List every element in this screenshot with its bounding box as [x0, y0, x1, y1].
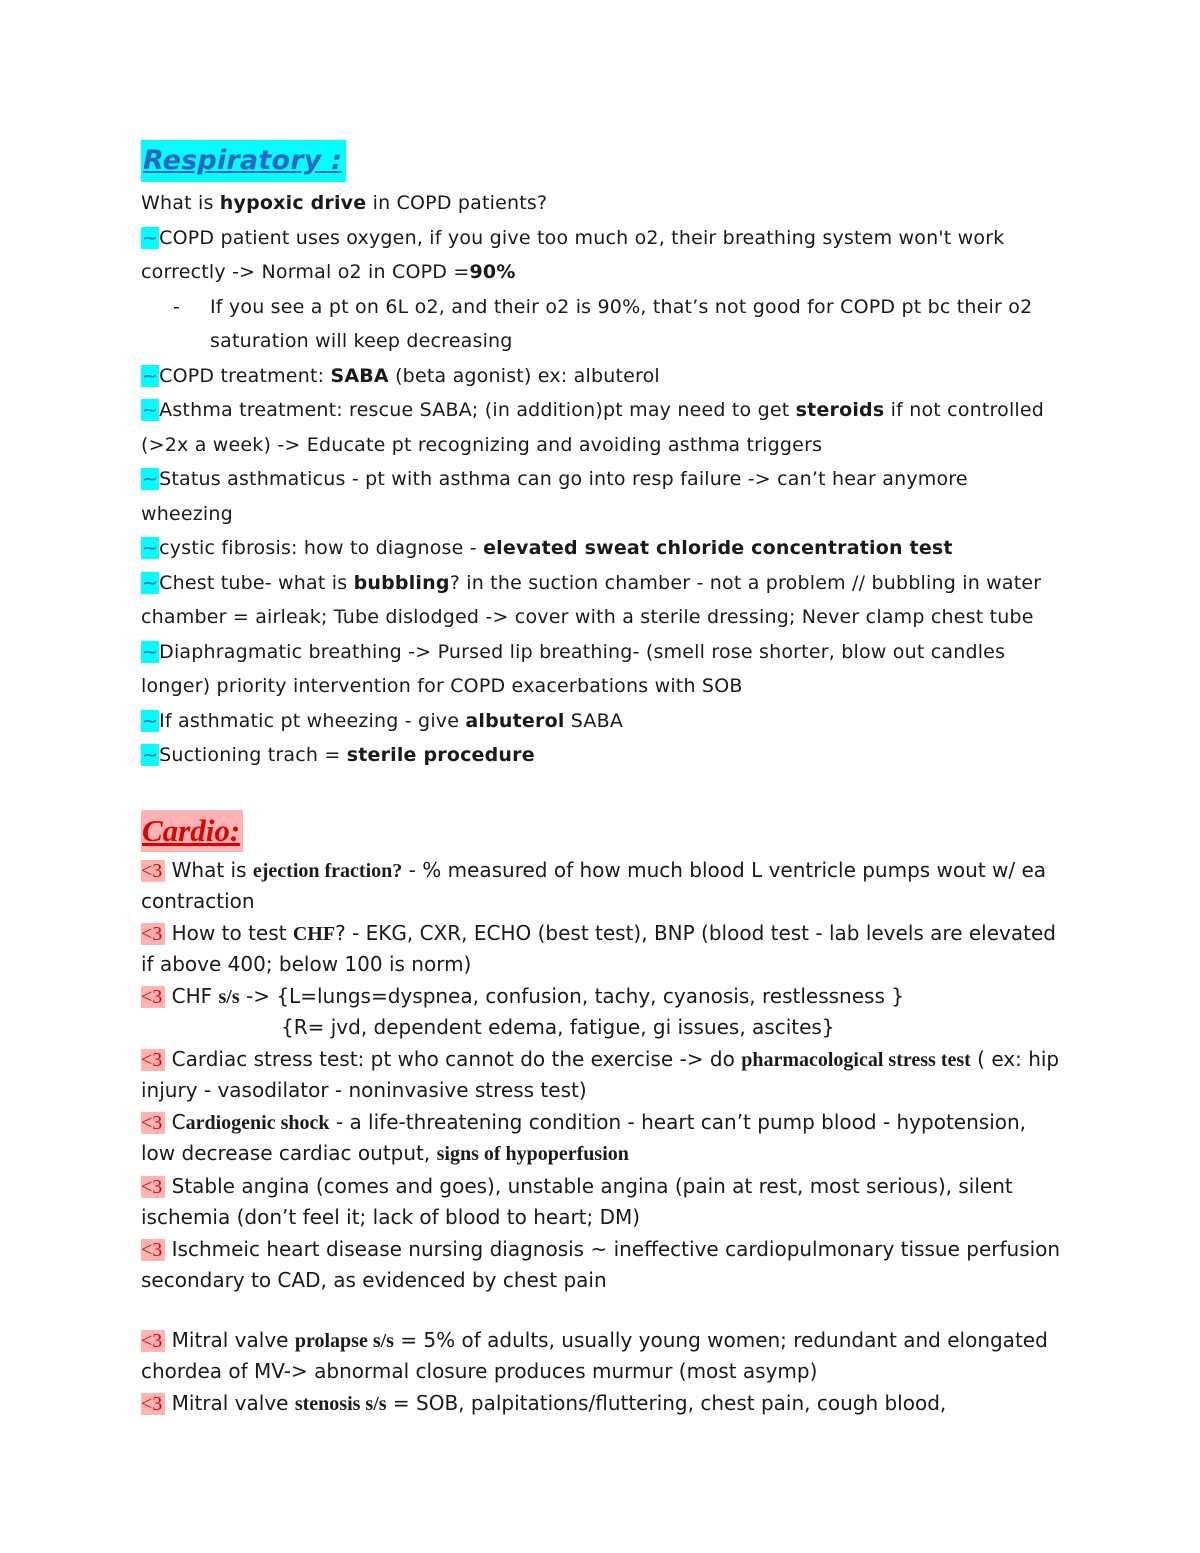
copd-saturation-subnote: - If you see a pt on 6L o2, and their o2 is 90%, that’s not good for COPD pt bc their o2 saturation will keep decreasing — [141, 290, 1061, 359]
heart-bullet: <3 — [141, 1330, 165, 1352]
mitral-valve-prolapse-note: <3 Mitral valve prolapse s/s = 5% of adults, usually young women; redundant and elongated chordea of MV-> abnormal closure produces murmur (most asymp) — [141, 1328, 1048, 1383]
copd-treatment-note: ~COPD treatment: SABA (beta agonist) ex: albuterol — [142, 364, 660, 387]
hypoxic-drive-question: What is hypoxic drive in COPD patients? — [141, 192, 548, 214]
tilde-bullet: ~ — [142, 640, 159, 663]
heart-bullet: <3 — [141, 1176, 165, 1198]
mitral-valve-stenosis-note: <3 Mitral valve stenosis s/s = SOB, palpitations/fluttering, chest pain, cough blood, — [141, 1391, 947, 1415]
cystic-fibrosis-note: ~cystic fibrosis: how to diagnose - elevated sweat chloride concentration test — [142, 537, 953, 559]
tilde-bullet: ~ — [142, 226, 159, 249]
heart-bullet: <3 — [141, 923, 165, 945]
status-asthmaticus-note: ~Status asthmaticus - pt with asthma can go into resp failure -> can’t hear anymore wheezing — [141, 468, 968, 525]
chf-test-note: <3 How to test CHF? - EKG, CXR, ECHO (best test), BNP (blood test - lab levels are elevated if above 400; below 100 is norm) — [141, 921, 1056, 976]
heart-bullet: <3 — [141, 1239, 165, 1261]
tilde-bullet: ~ — [142, 744, 159, 766]
chest-tube-note: ~Chest tube- what is bubbling? in the suction chamber - not a problem // bubbling in water chamber = airleak; Tube dislodged -> cover with a sterile dressing; Never clamp chest tube — [141, 571, 1042, 628]
heart-bullet: <3 — [141, 1049, 165, 1071]
ischemic-heart-disease-note: <3 Ischmeic heart disease nursing diagnosis ~ ineffective cardiopulmonary tissue perfusion secondary to CAD, as evidenced by chest pain — [141, 1237, 1061, 1292]
respiratory-heading: Respiratory : — [141, 140, 346, 182]
tilde-bullet: ~ — [142, 537, 159, 559]
dash-bullet: - — [173, 295, 181, 318]
copd-oxygen-note: ~COPD patient uses oxygen, if you give too much o2, their breathing system won't work correctly -> Normal o2 in COPD =90% — [141, 226, 1005, 283]
chf-signs-note: <3 CHF s/s -> {L=lungs=dyspnea, confusion, tachy, cyanosis, restlessness } {R= jvd, dependent edema, fatigue, gi issues, ascites} — [141, 984, 904, 1039]
asthmatic-wheezing-note: ~If asthmatic pt wheezing - give albuterol SABA — [142, 709, 624, 732]
suctioning-trach-note: ~Suctioning trach = sterile procedure — [142, 744, 535, 766]
cardiac-stress-test-note: <3 Cardiac stress test: pt who cannot do the exercise -> do pharmacological stress test ( ex: hip injury - vasodilator - noninvasive stress test) — [141, 1047, 1060, 1102]
tilde-bullet: ~ — [142, 709, 159, 732]
heart-bullet: <3 — [141, 1112, 165, 1134]
respiratory-section — [141, 140, 1061, 773]
tilde-bullet: ~ — [142, 571, 159, 594]
tilde-bullet: ~ — [142, 399, 159, 421]
cardiogenic-shock-note: <3 Cardiogenic shock - a life-threatening condition - heart can’t pump blood - hypotension, low decrease cardiac output, signs of hypoperfusion — [141, 1110, 1027, 1165]
tilde-bullet: ~ — [142, 468, 159, 490]
heart-bullet: <3 — [141, 860, 165, 882]
asthma-treatment-note: ~Asthma treatment: rescue SABA; (in addition)pt may need to get steroids if not controlled (>2x a week) -> Educate pt recognizing and avoiding asthma triggers — [141, 399, 1045, 456]
cardio-section — [141, 810, 1061, 1423]
cardio-heading: Cardio: — [141, 810, 243, 852]
heart-bullet: <3 — [141, 986, 165, 1008]
tilde-bullet: ~ — [142, 364, 159, 387]
heart-bullet: <3 — [141, 1393, 165, 1415]
diaphragmatic-breathing-note: ~Diaphragmatic breathing -> Pursed lip breathing- (smell rose shorter, blow out candles longer) priority intervention for COPD exacerbations with SOB — [141, 640, 1006, 697]
angina-note: <3 Stable angina (comes and goes), unstable angina (pain at rest, most serious), silent ischemia (don’t feel it; lack of blood to heart; DM) — [141, 1174, 1013, 1229]
ejection-fraction-note: <3 What is ejection fraction? - % measured of how much blood L ventricle pumps wout w/ ea contraction — [141, 858, 1047, 913]
